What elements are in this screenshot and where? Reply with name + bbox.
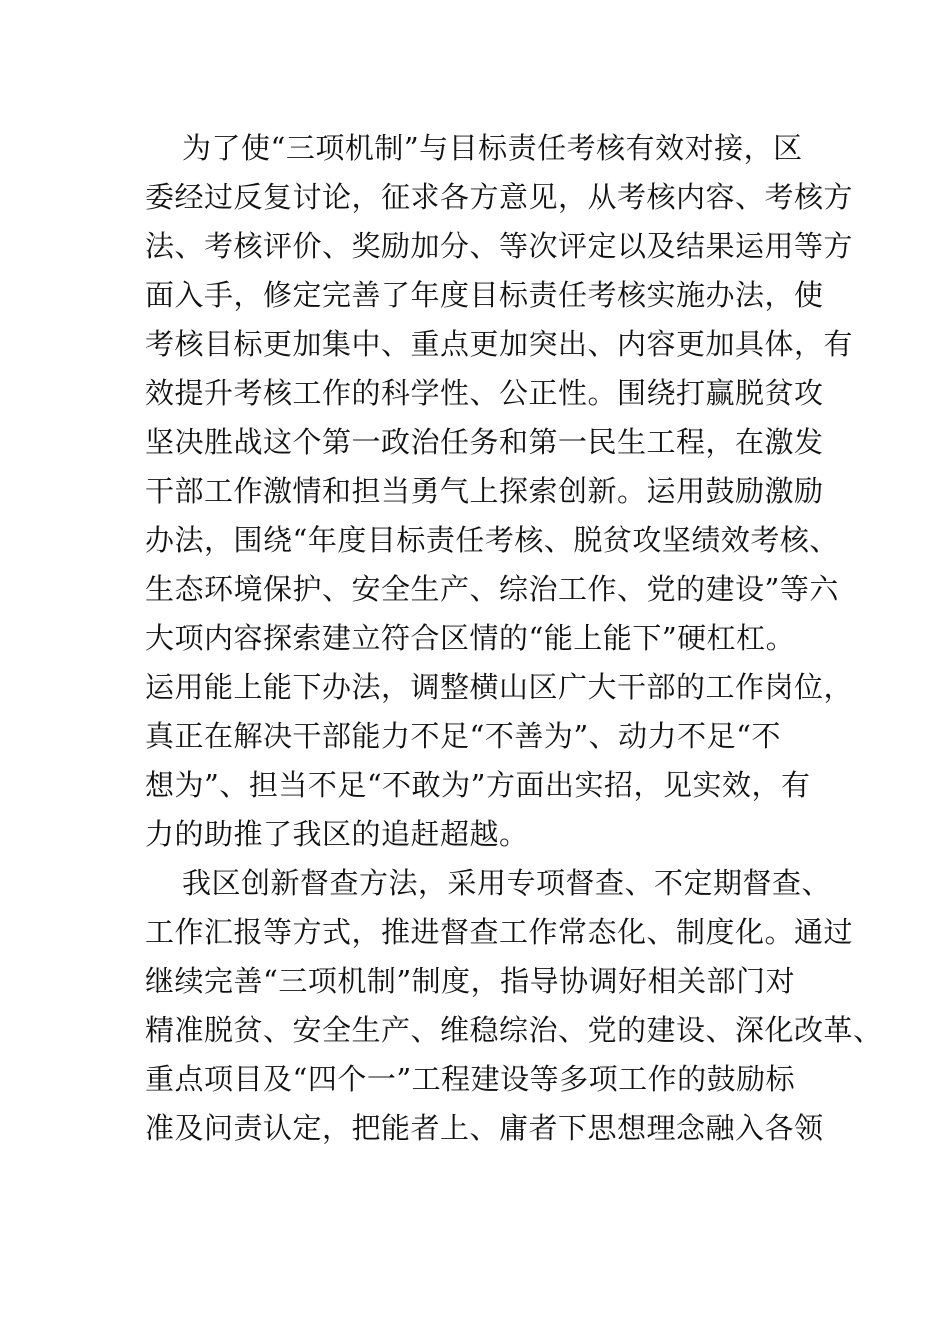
text-line: 重点项目及“四个一”工程建设等多项工作的鼓励标: [145, 1062, 796, 1096]
paragraph: [145, 124, 854, 859]
text-line: 坚决胜战这个第一政治任务和第一民生工程，在激发: [145, 425, 824, 459]
text-line: 效提升考核工作的科学性、公正性。围绕打赢脱贫攻: [145, 376, 824, 410]
text-line: 委经过反复讨论，征求各方意见，从考核内容、考核方: [145, 180, 854, 214]
text-line: 真正在解决干部能力不足“不善为”、动力不足“不: [145, 719, 781, 753]
text-line: 准及问责认定，把能者上、庸者下思想理念融入各领: [145, 1111, 824, 1145]
text-line: 想为”、担当不足“不敢为”方面出实招，见实效，有: [145, 768, 811, 802]
text-line: 力的助推了我区的追赶超越。: [145, 817, 529, 851]
text-line: 运用能上能下办法，调整横山区广大干部的工作岗位，: [145, 670, 854, 704]
text-line: 干部工作激情和担当勇气上探索创新。运用鼓励激励: [145, 474, 824, 508]
text-line: 我区创新督查方法，采用专项督查、不定期督查、: [182, 866, 832, 900]
text-line: 法、考核评价、奖励加分、等次评定以及结果运用等方: [145, 229, 854, 263]
paragraph: [145, 859, 883, 1153]
text-line: 为了使“三项机制”与目标责任考核有效对接，区: [182, 131, 803, 165]
text-line: 继续完善“三项机制”制度，指导协调好相关部门对: [145, 964, 796, 998]
text-line: 工作汇报等方式，推进督查工作常态化、制度化。通过: [145, 915, 854, 949]
text-line: 考核目标更加集中、重点更加突出、内容更加具体，有: [145, 327, 854, 361]
text-line: 精准脱贫、安全生产、维稳综治、党的建设、深化改革、: [145, 1013, 883, 1047]
document-body: [145, 124, 883, 1153]
text-line: 面入手，修定完善了年度目标责任考核实施办法，使: [145, 278, 824, 312]
text-line: 生态环境保护、安全生产、综治工作、党的建设”等六: [145, 572, 839, 606]
text-line: 大项内容探索建立符合区情的“能上能下”硬杠杠。: [145, 621, 796, 655]
text-line: 办法，围绕“年度目标责任考核、脱贫攻坚绩效考核、: [145, 523, 839, 557]
